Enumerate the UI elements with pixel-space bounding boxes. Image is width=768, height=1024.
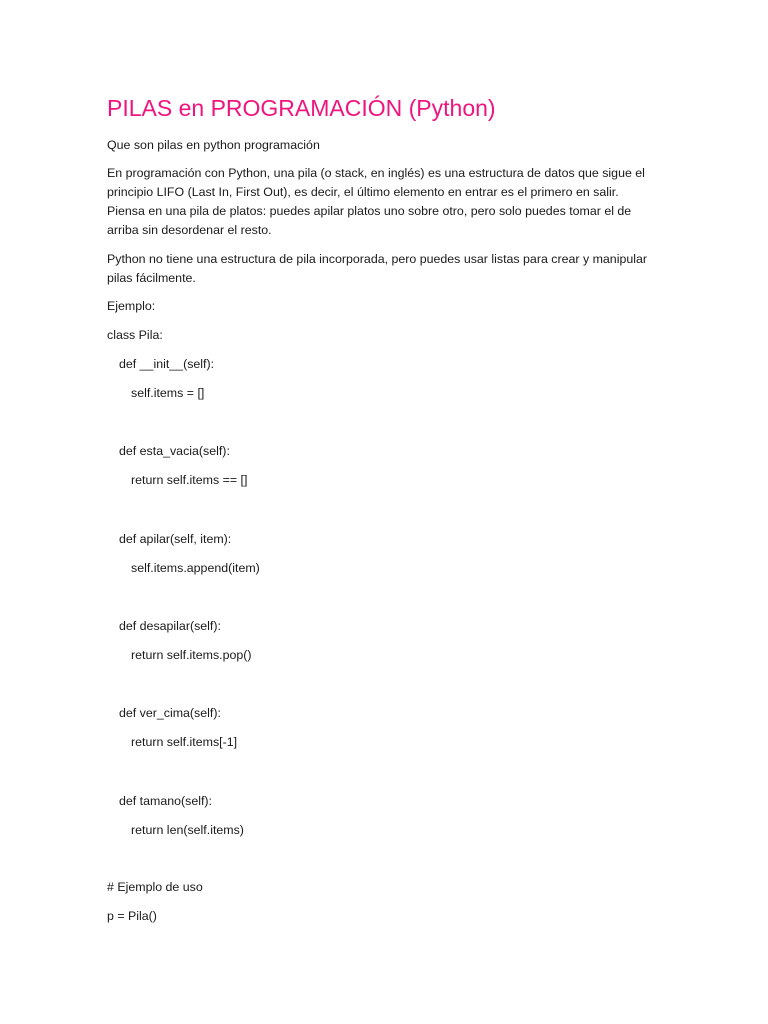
code-line-class: class Pila: [107, 328, 163, 342]
code-line-desapilar-body: return self.items.pop() [131, 648, 252, 662]
code-line-init-body: self.items = [] [131, 386, 205, 400]
code-line-comment: # Ejemplo de uso [107, 880, 203, 894]
code-line-apilar: def apilar(self, item): [119, 532, 232, 546]
code-line-esta-vacia-body: return self.items == [] [131, 473, 248, 487]
paragraph-line: principio LIFO (Last In, First Out), es decir, el último elemento en entrar es el primero en salir. [107, 185, 619, 199]
code-line-apilar-body: self.items.append(item) [131, 561, 260, 575]
code-line-esta-vacia: def esta_vacia(self): [119, 444, 230, 458]
code-line-ver-cima-body: return self.items[-1] [131, 735, 238, 749]
code-line-instance: p = Pila() [107, 909, 157, 923]
paragraph-line: arriba sin desordenar el resto. [107, 223, 272, 237]
document-subtitle: Que son pilas en python programación [107, 138, 320, 152]
code-line-tamano-body: return len(self.items) [131, 823, 244, 837]
paragraph-line: pilas fácilmente. [107, 271, 196, 285]
document-title: PILAS en PROGRAMACIÓN (Python) [107, 95, 496, 121]
code-line-init: def __init__(self): [119, 357, 215, 371]
code-line-ver-cima: def ver_cima(self): [119, 706, 221, 720]
paragraph-line: Piensa en una pila de platos: puedes apilar platos uno sobre otro, pero solo puedes tomar el de [107, 204, 632, 218]
paragraph-line: Python no tiene una estructura de pila incorporada, pero puedes usar listas para crear y manipular [107, 252, 647, 266]
code-line-tamano: def tamano(self): [119, 794, 212, 808]
example-label: Ejemplo: [107, 299, 156, 313]
code-line-desapilar: def desapilar(self): [119, 619, 221, 633]
paragraph-python-lists [107, 250, 667, 288]
paragraph-stack-definition [107, 164, 667, 240]
paragraph-line: En programación con Python, una pila (o stack, en inglés) es una estructura de datos que sigue el [107, 166, 645, 180]
